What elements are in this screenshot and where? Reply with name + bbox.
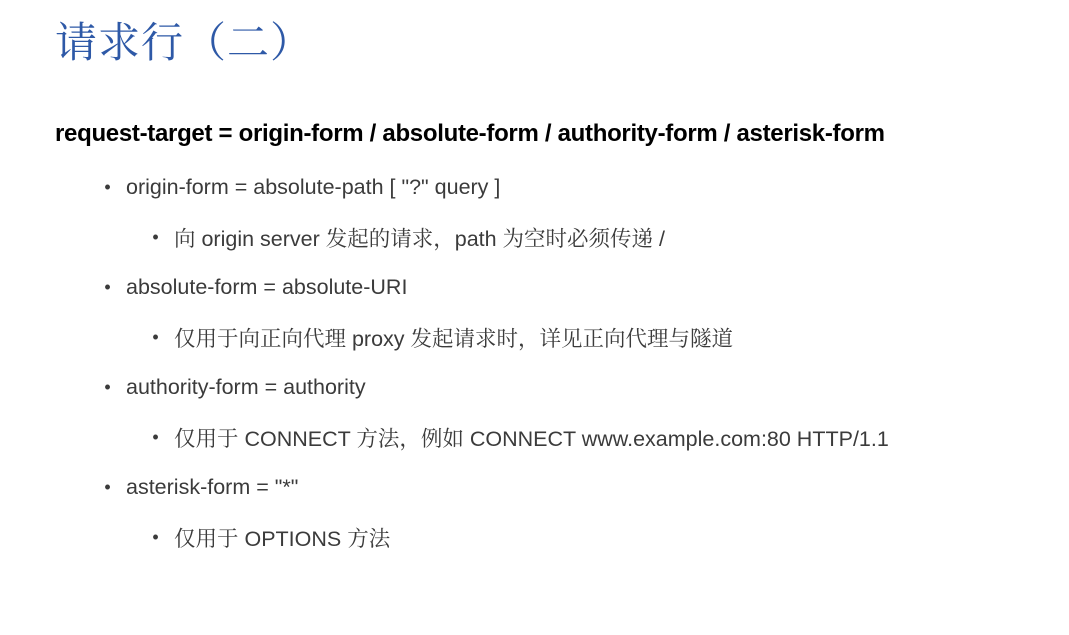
list-item-text: origin-form = absolute-path [ "?" query ] [126,174,501,199]
list-item-text: absolute-form = absolute-URI [126,274,408,299]
list-item-asterisk-form-note [0,512,1069,562]
list-item-absolute-form [0,262,1069,312]
list-item-asterisk-form [0,462,1069,512]
list-item-text: authority-form = authority [126,374,366,399]
slide-title: 请求行（二） [55,19,314,66]
bullet-icon [103,478,112,496]
bullet-list [0,162,1069,562]
bullet-icon [151,428,160,446]
list-item-authority-form [0,362,1069,412]
list-item-text: 仅用于 OPTIONS 方法 [174,526,391,551]
bullet-icon [151,228,160,246]
list-item-text: asterisk-form = "*" [126,474,299,499]
bullet-icon [151,528,160,546]
list-item-authority-form-note [0,412,1069,462]
bullet-icon [151,328,160,346]
list-item-text: 仅用于向正向代理 proxy 发起请求时，详见正向代理与隧道 [174,326,734,351]
list-item-text: 仅用于 CONNECT 方法，例如 CONNECT www.example.com:80 HTTP/1.1 [174,426,889,451]
bullet-icon [103,278,112,296]
request-target-grammar-heading: request-target = origin-form / absolute-form / authority-form / asterisk-form [55,120,885,147]
bullet-icon [103,178,112,196]
list-item-absolute-form-note [0,312,1069,362]
list-item-origin-form [0,162,1069,212]
list-item-origin-form-note [0,212,1069,262]
list-item-text: 向 origin server 发起的请求，path 为空时必须传递 / [174,226,666,251]
bullet-icon [103,378,112,396]
